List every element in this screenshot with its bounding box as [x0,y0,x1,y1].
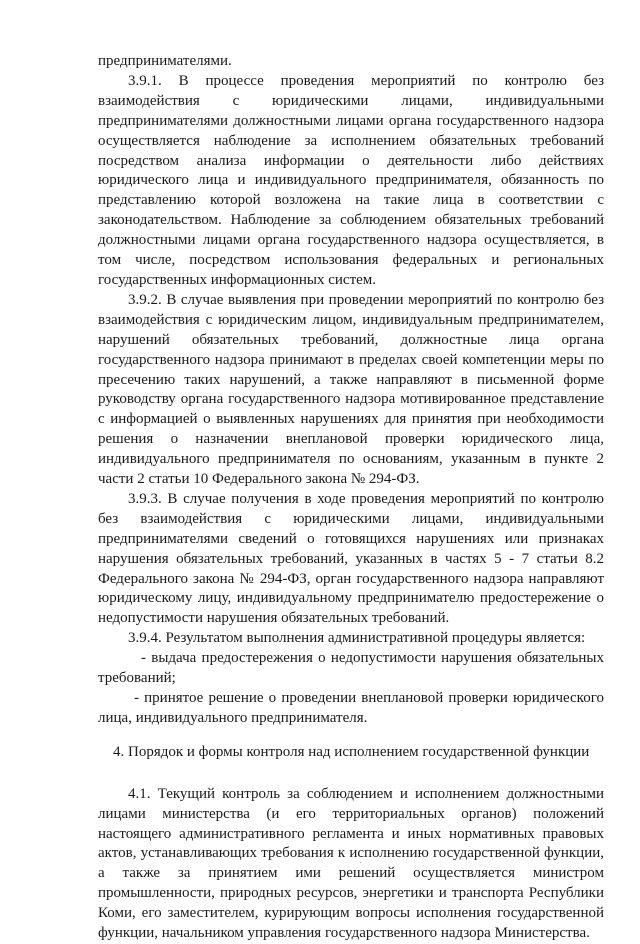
paragraph-3-9-2: 3.9.2. В случае выявления при проведении мероприятий по контролю без взаимодействия с юридическим лицом, индивидуальным предпринимателем, нарушений обязательных требований, должностные лица органа государственного надзора принимают в пределах своей компетенции меры по пресечению таких нарушений, а также направляют в письменной форме руководству органа государственного надзора мотивированное представление с информацией о выявленных нарушениях для принятия при необходимости решения о назначении внеплановой проверки юридического лица, индивидуального предпринимателя по основаниям, указанным в пункте 2 части 2 статьи 10 Федерального закона № 294-ФЗ. [98,291,604,488]
document-body [98,52,604,944]
section-4-heading: 4. Порядок и формы контроля над исполнением государственной функции [113,743,590,760]
paragraph-3-9-3: 3.9.3. В случае получения в ходе проведения мероприятий по контролю без взаимодействия с юридическими лицами, индивидуальными предпринимателями сведений о готовящихся нарушениях или признаках нарушения обязательных требований, указанных в частях 5 - 7 статьи 8.2 Федерального закона № 294-ФЗ, орган государственного надзора направляют юридическому лицу, индивидуальному предпринимателю предостережение о недопустимости нарушения обязательных требований. [98,490,604,627]
section-spacer-top [98,729,604,743]
paragraph-3-9-4: 3.9.4. Результатом выполнения административной процедуры является: [128,630,586,647]
paragraph-3-9-1: 3.9.1. В процессе проведения мероприятий по контролю без взаимодействия с юридическими лицами, индивидуальными предпринимателями должностными лицами органа государственного надзора осуществляется наблюдение за исполнением обязательных требований посредством анализа информации о деятельности либо действиях юридического лица и индивидуального предпринимателя, обязанность по представлению которой возложена на такие лица в соответствии с законодательством. Наблюдение за соблюдением обязательных требований должностными лицами органа государственного надзора осуществляется, в том числе, посредством использования федеральных и региональных государственных информационных систем. [98,72,604,288]
section-spacer-bottom [98,763,604,785]
result-item-warning: - выдача предостережения о недопустимости нарушения обязательных требований; [98,650,604,687]
paragraph-4-1: 4.1. Текущий контроль за соблюдением и исполнением должностными лицами министерства (и его территориальных органов) положений настоящего административного регламента и иных нормативных правовых актов, устанавливающих требования к исполнению государственной функции, а также за принятием ими решений осуществляется министром промышленности, природных ресурсов, энергетики и транспорта Республики Коми, его заместителем, курирующим вопросы исполнения государственной функции, начальником управления государственного надзора Министерства. [98,785,604,942]
result-item-inspection: - принятое решение о проведении внеплановой проверки юридического лица, индивидуального предпринимателя. [98,690,604,726]
continuation-line: предпринимателями. [98,53,232,69]
scan-speck [360,862,362,863]
